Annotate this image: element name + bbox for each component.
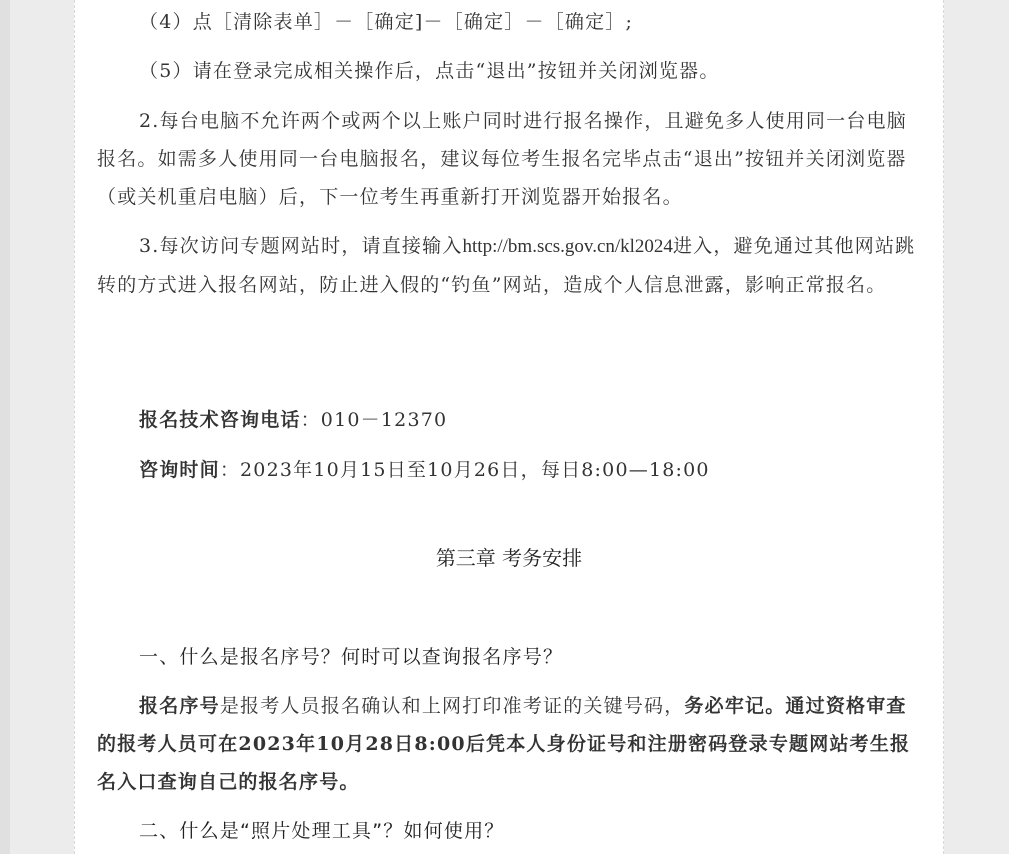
answer-1: [97, 687, 921, 801]
step-5: （5）请在登录完成相关操作后，点击“退出”按钮并关闭浏览器。: [139, 60, 720, 82]
note-2: 2.每台电脑不允许两个或两个以上账户同时进行报名操作，且避免多人使用同一台电脑报名。如需多人使用同一台电脑报名，建议每位考生报名完毕点击“退出”按钮并关闭浏览器（或关机重启电脑）后，下一位考生再重新打开浏览器开始报名。: [97, 110, 907, 208]
note-3-prefix: 3.每次访问专题网站时，请直接输入: [139, 235, 463, 257]
note-3-suffix: 进入，避免通过其他网站跳转的方式进入报名网站，防止进入假的“钓鱼”网站，造成个人信息泄露，影响正常报名。: [97, 235, 916, 296]
phone-label: 报名技术咨询电话: [139, 409, 301, 431]
hours-label: 咨询时间: [139, 459, 220, 481]
site-url: http://bm.scs.gov.cn/kl2024: [462, 236, 673, 257]
note-3: [97, 227, 921, 304]
question-2: 二、什么是“照片处理工具”？如何使用？: [139, 820, 505, 842]
left-gutter: [0, 0, 10, 854]
hours-line: [97, 456, 921, 484]
answer-1-term: 报名序号: [139, 695, 220, 717]
chapter-title: 第三章 考务安排: [435, 546, 583, 570]
answer-1-emphasis: 务必牢记。通过资格审查的报考人员可在2023年10月28日8:00后凭本人身份证号和注册密码登录专题网站考生报名入口查询自己的报名序号。: [97, 695, 911, 793]
answer-1-body: 是报考人员报名确认和上网打印准考证的关键号码，: [219, 695, 685, 717]
phone-value: ：010－12370: [300, 409, 448, 431]
question-1: 一、什么是报名序号？何时可以查询报名序号？: [139, 646, 564, 668]
hours-value: ：2023年10月15日至10月26日，每日8:00—18:00: [219, 459, 710, 481]
phone-line: [97, 406, 921, 434]
step-4: （4）点［清除表单］－［确定]－［确定］－［确定］;: [139, 11, 634, 33]
document-page: [74, 0, 944, 854]
